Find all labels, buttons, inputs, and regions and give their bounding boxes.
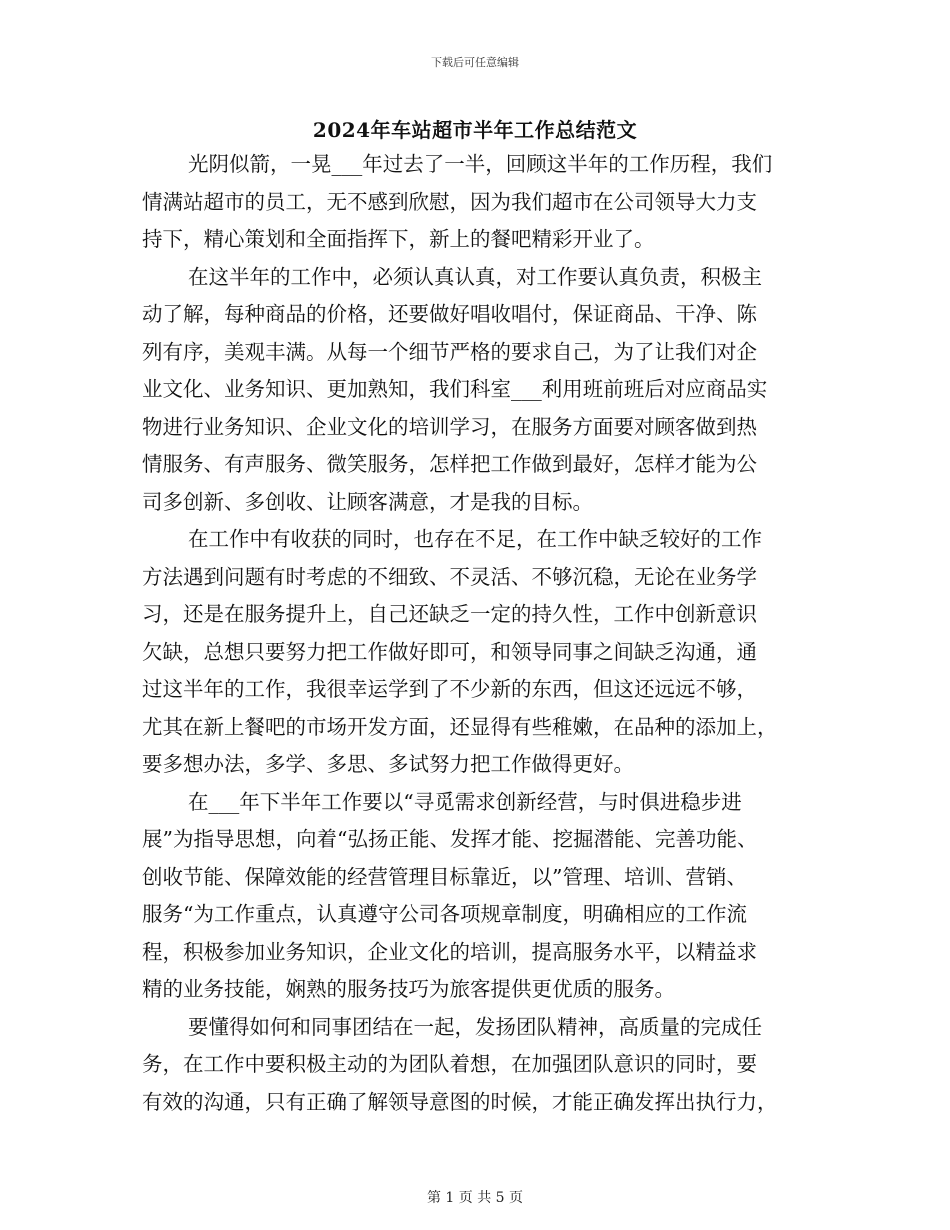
- paragraph-line: 程，积极参加业务知识，企业文化的培训，提高服务水平，以精益求: [142, 939, 757, 964]
- paragraph-line: 在这半年的工作中，必须认真认真，对工作要认真负责，积极主: [188, 264, 762, 289]
- paragraph-line: 精的业务技能，娴熟的服务技巧为旅客提供更优质的服务。: [142, 977, 675, 1001]
- paragraph-line: 创收节能、保障效能的经营管理目标靠近，以”管理、培训、营销、: [142, 864, 747, 889]
- paragraph-line: 情满站超市的员工，无不感到欣慰，因为我们超市在公司领导大力支: [142, 189, 757, 214]
- paragraph-line: 有效的沟通，只有正确了解领导意图的时候，才能正确发挥出执行力，: [142, 1089, 778, 1114]
- document-title: 2024年车站超市半年工作总结范文: [312, 118, 638, 142]
- paragraph-line: 业文化、业务知识、更加熟知，我们科室___利用班前班后对应商品实: [142, 377, 768, 401]
- paragraph-line: 服务“为工作重点，认真遵守公司各项规章制度，明确相应的工作流: [142, 902, 747, 926]
- header-note: 下载后可任意编辑: [431, 56, 519, 69]
- paragraph-line: 列有序，美观丰满。从每一个细节严格的要求自己，为了让我们对企: [142, 339, 757, 364]
- paragraph-line: 情服务、有声服务、微笑服务，怎样把工作做到最好，怎样才能为公: [142, 452, 757, 476]
- paragraph-line: 光阴似箭，一晃___年过去了一半，回顾这半年的工作历程，我们: [188, 152, 773, 176]
- paragraph-line: 方法遇到问题有时考虑的不细致、不灵活、不够沉稳，无论在业务学: [142, 564, 757, 589]
- page-footer: 第 1 页 共 5 页: [426, 1190, 524, 1206]
- paragraph-line: 欠缺，总想只要努力把工作做好即可，和领导同事之间缺乏沟通，通: [142, 639, 757, 664]
- paragraph-line: 习，还是在服务提升上，自己还缺乏一定的持久性，工作中创新意识: [142, 602, 757, 626]
- paragraph-line: 尤其在新上餐吧的市场开发方面，还显得有些稚嫩，在品种的添加上，: [142, 714, 778, 739]
- paragraph-line: 要懂得如何和同事团结在一起，发扬团队精神，高质量的完成任: [188, 1014, 762, 1039]
- paragraph-line: 司多创新、多创收、让顾客满意，才是我的目标。: [142, 489, 593, 514]
- paragraph-line: 展”为指导思想，向着“弘扬正能、发挥才能、挖掘潜能、完善功能、: [142, 827, 758, 851]
- paragraph-line: 持下，精心策划和全面指挥下，新上的餐吧精彩开业了。: [142, 227, 655, 251]
- paragraph-line: 在___年下半年工作要以“寻觅需求创新经营，与时俱进稳步进: [188, 789, 742, 814]
- paragraph-line: 要多想办法，多学、多思、多试努力把工作做得更好。: [142, 752, 634, 776]
- paragraph-line: 动了解，每种商品的价格，还要做好唱收唱付，保证商品、干净、陈: [142, 302, 757, 326]
- paragraph-line: 在工作中有收获的同时，也存在不足，在工作中缺乏较好的工作: [188, 527, 762, 551]
- document-body: [142, 146, 806, 1121]
- paragraph-line: 过这半年的工作，我很幸运学到了不少新的东西，但这还远远不够，: [142, 677, 757, 701]
- paragraph-line: 务，在工作中要积极主动的为团队着想，在加强团队意识的同时，要: [142, 1052, 757, 1076]
- paragraph-line: 物进行业务知识、企业文化的培训学习，在服务方面要对顾客做到热: [142, 414, 757, 439]
